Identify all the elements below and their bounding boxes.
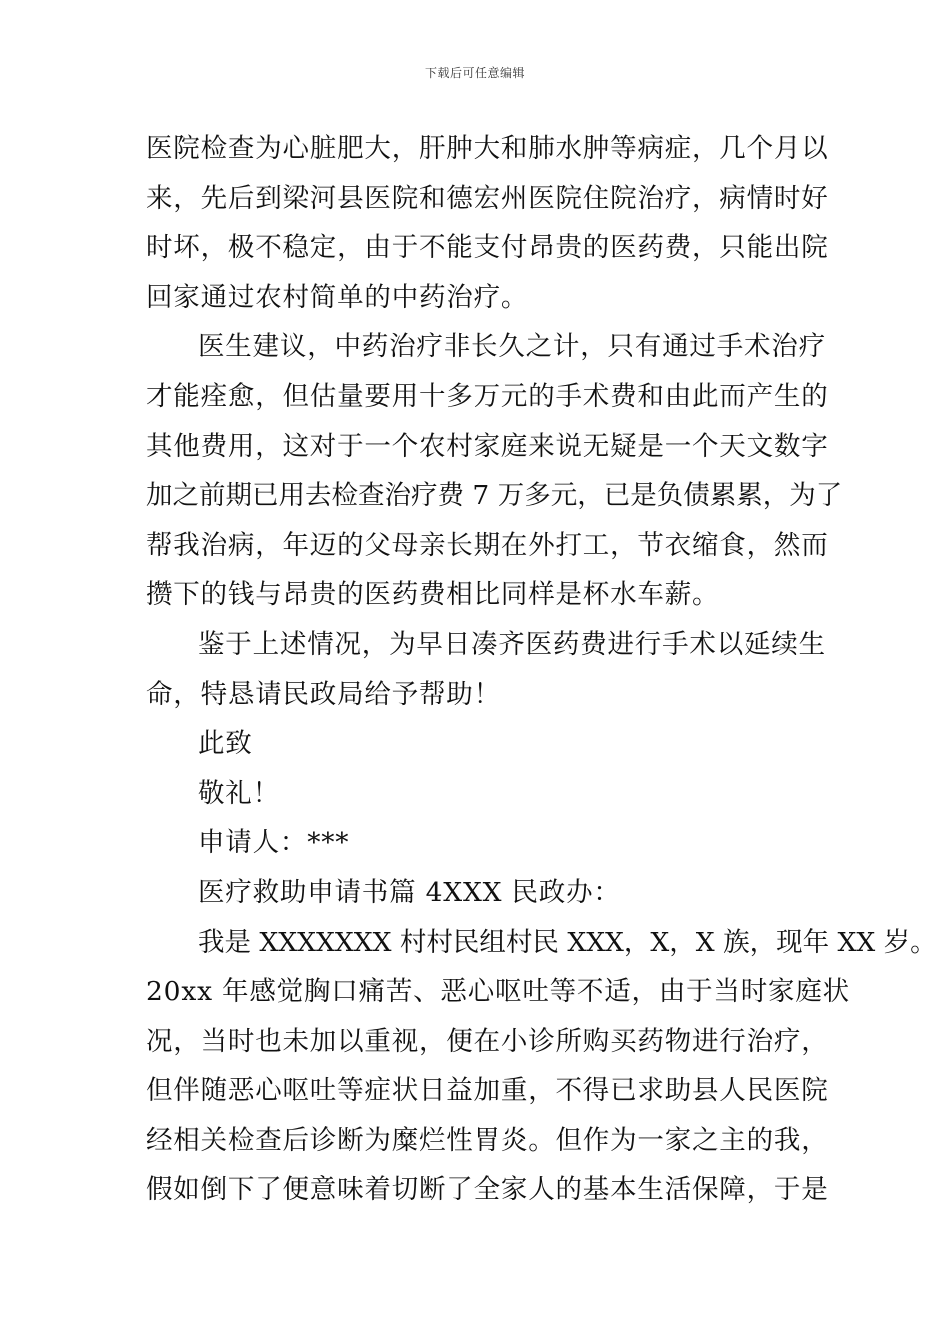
text-line: 命，特恳请民政局给予帮助！ (146, 678, 501, 710)
text-line: 其他费用，这对于一个农村家庭来说无疑是一个天文数字 (146, 430, 829, 462)
text-line: 假如倒下了便意味着切断了全家人的基本生活保障，于是 (146, 1174, 829, 1206)
text-line: 攒下的钱与昂贵的医药费相比同样是杯水车薪。 (146, 579, 720, 611)
paragraph-first-line: 医生建议，中药治疗非长久之计，只有通过手术治疗 (198, 331, 826, 363)
text-line: 但伴随恶心呕吐等症状日益加重，不得已求助县人民医院 (146, 1075, 829, 1107)
text-line: 才能痊愈，但估量要用十多万元的手术费和由此而产生的 (146, 380, 829, 412)
text-line: 经相关检查后诊断为糜烂性胃炎。但作为一家之主的我， (146, 1124, 829, 1156)
text-line: 回家通过农村简单的中药治疗。 (146, 281, 529, 313)
closing-salutation: 此致 (198, 728, 253, 760)
applicant-signature: 申请人：*** (198, 827, 350, 859)
text-line: 20xx 年感觉胸口痛苦、恶心呕吐等不适，由于当时家庭状 (146, 976, 850, 1008)
text-line: 来，先后到梁河县医院和德宏州医院住院治疗，病情时好 (146, 182, 829, 214)
text-line: 医院检查为心脏肥大，肝肿大和肺水肿等病症，几个月以 (146, 133, 829, 164)
paragraph-first-line: 我是 XXXXXXX 村村民组村民 XXX，X，X 族，现年 XX 岁。 (198, 926, 937, 958)
text-line: 时坏，极不稳定，由于不能支付昂贵的医药费，只能出院 (146, 232, 829, 264)
document-body (146, 124, 937, 1215)
text-line: 帮我治病，年迈的父母亲长期在外打工，节衣缩食，然而 (146, 529, 829, 561)
page-header: 下载后可任意编辑 (424, 66, 525, 80)
text-line: 加之前期已用去检查治疗费 7 万多元，已是负债累累，为了 (146, 480, 843, 512)
closing-respect: 敬礼！ (198, 777, 280, 809)
text-line: 况，当时也未加以重视，便在小诊所购买药物进行治疗， (146, 1025, 829, 1057)
section-heading: 医疗救助申请书篇 4XXX 民政办： (198, 876, 621, 908)
paragraph-first-line: 鉴于上述情况，为早日凑齐医药费进行手术以延续生 (198, 628, 826, 660)
